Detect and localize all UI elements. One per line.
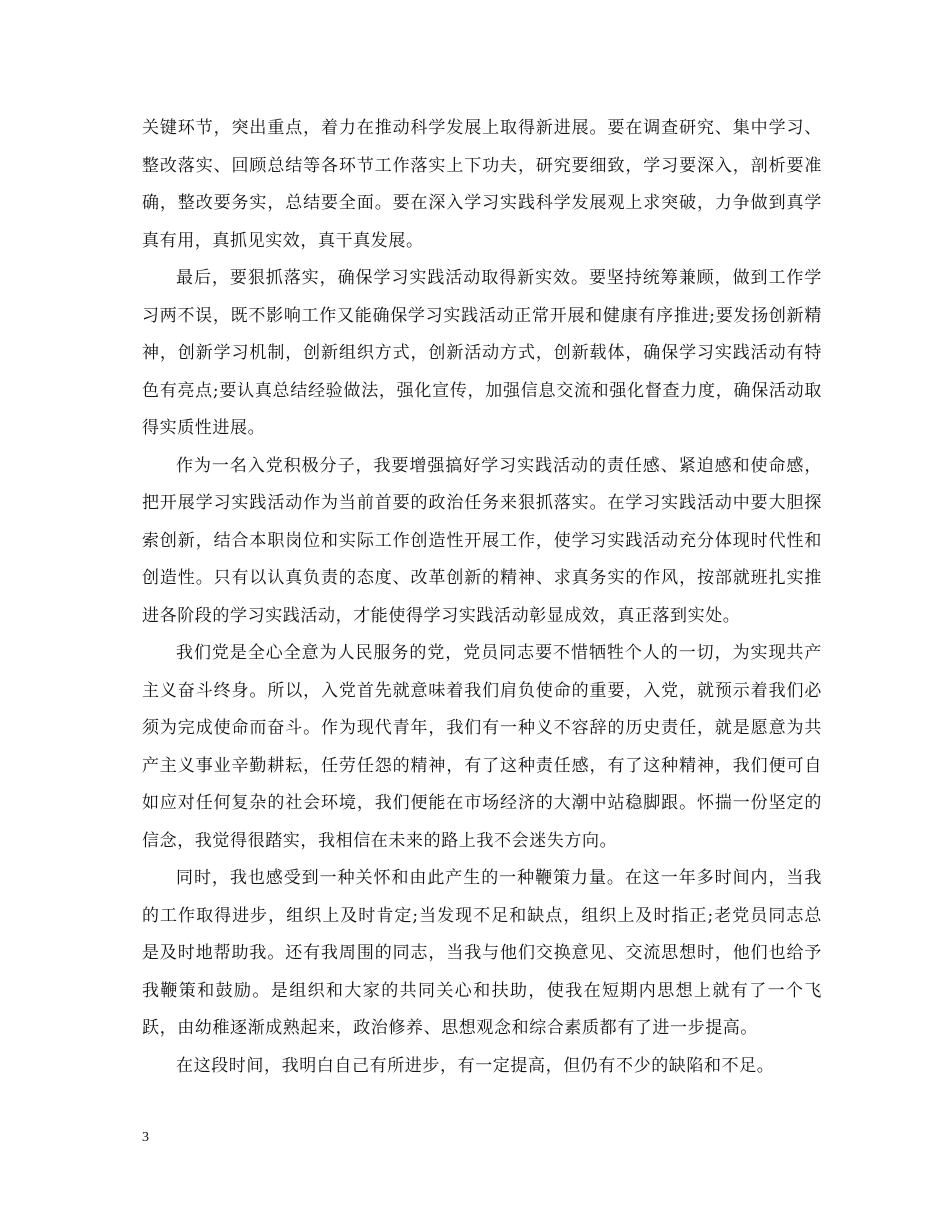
paragraph-2: 最后，要狠抓落实，确保学习实践活动取得新实效。要坚持统筹兼顾，做到工作学习两不误，既不影响工作又能确保学习实践活动正常开展和健康有序推进;要发扬创新精神，创新学习机制，创新组织方式，创新活动方式，创新载体，确保学习实践活动有特色有亮点;要认真总结经验做法，强化宣传，加强信息交流和强化督查力度，确保活动取得实质性进展。 <box>142 268 822 438</box>
paragraph-6: 在这段时间，我明白自己有所进步，有一定提高，但仍有不少的缺陷和不足。 <box>176 1055 775 1076</box>
document-body <box>142 110 822 1085</box>
paragraph-3: 作为一名入党积极分子，我要增强搞好学习实践活动的责任感、紧迫感和使命感，把开展学习实践活动作为当前首要的政治任务来狠抓落实。在学习实践活动中要大胆探索创新，结合本职岗位和实际工作创造性开展工作，使学习实践活动充分体现时代性和创造性。只有以认真负责的态度、改革创新的精神、求真务实的作风，按部就班扎实推进各阶段的学习实践活动，才能使得学习实践活动彰显成效，真正落到实处。 <box>142 455 822 626</box>
page-number: 3 <box>142 1130 149 1145</box>
paragraph-5: 同时，我也感受到一种关怀和由此产生的一种鞭策力量。在这一年多时间内，当我的工作取得进步，组织上及时肯定;当发现不足和缺点，组织上及时指正;老党员同志总是及时地帮助我。还有我周围的同志，当我与他们交换意见、交流思想时，他们也给予我鞭策和鼓励。是组织和大家的共同关心和扶助，使我在短期内思想上就有了一个飞跃，由幼稚逐渐成熟起来，政治修养、思想观念和综合素质都有了进一步提高。 <box>142 868 822 1038</box>
paragraph-4: 我们党是全心全意为人民服务的党，党员同志要不惜牺牲个人的一切，为实现共产主义奋斗终身。所以，入党首先就意味着我们肩负使命的重要，入党，就预示着我们必须为完成使命而奋斗。作为现代青年，我们有一种义不容辞的历史责任，就是愿意为共产主义事业辛勤耕耘，任劳任怨的精神，有了这种责任感，有了这种精神，我们便可自如应对任何复杂的社会环境，我们便能在市场经济的大潮中站稳脚跟。怀揣一份坚定的信念，我觉得很踏实，我相信在未来的路上我不会迷失方向。 <box>142 643 822 851</box>
paragraph-1: 关键环节，突出重点，着力在推动科学发展上取得新进展。要在调查研究、集中学习、整改落实、回顾总结等各环节工作落实上下功夫，研究要细致，学习要深入，剖析要准确，整改要务实，总结要全面。要在深入学习实践科学发展观上求突破，力争做到真学真有用，真抓见实效，真干真发展。 <box>142 118 822 251</box>
